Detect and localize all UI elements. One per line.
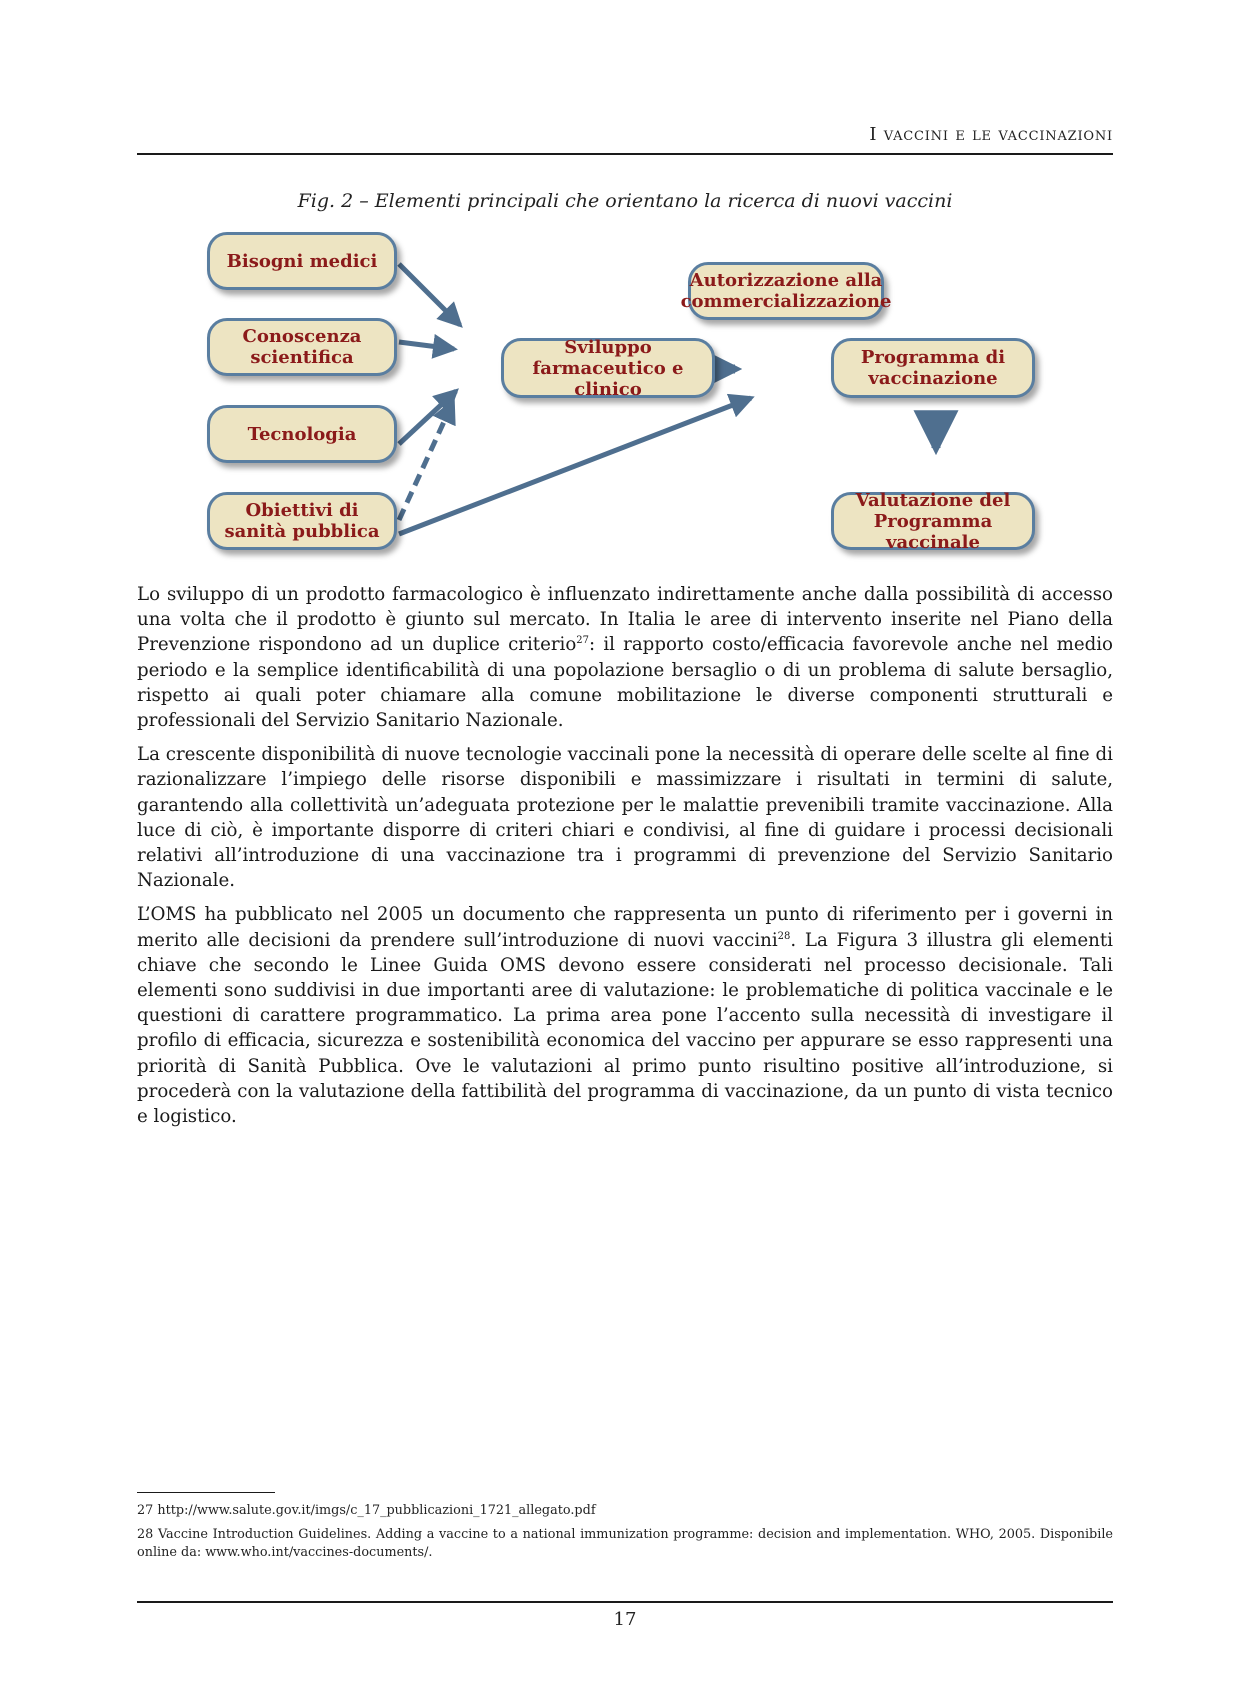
figure-caption: Fig. 2 – Elementi principali che orientano la ricerca di nuovi vaccini <box>297 190 953 212</box>
footnote-ref-28[interactable]: 28 <box>777 930 791 942</box>
box-programma-vaccinazione: Programma di vaccinazione <box>831 338 1035 398</box>
footnote-27: 27 http://www.salute.gov.it/imgs/c_17_pubblicazioni_1721_allegato.pdf <box>137 1503 596 1518</box>
box-sviluppo-farmaceutico: Sviluppo farmaceutico e clinico <box>501 338 715 398</box>
arrow-conoscenza-to-sviluppo <box>399 342 454 349</box>
footnotes <box>137 1502 1113 1568</box>
running-header: I vaccini e le vaccinazioni <box>869 124 1113 145</box>
footnote-rule <box>137 1492 275 1493</box>
header-rule <box>137 153 1113 155</box>
box-obiettivi-sanita: Obiettivi di sanità pubblica <box>207 492 397 550</box>
arrow-obiettivi-to-programma <box>399 398 751 534</box>
arrow-tecnologia-to-sviluppo <box>399 391 456 444</box>
arrow-bisogni-to-sviluppo <box>399 264 460 325</box>
box-tecnologia: Tecnologia <box>207 405 397 463</box>
box-autorizzazione: Autorizzazione alla commercializzazione <box>688 262 884 320</box>
page-number: 17 <box>613 1609 637 1630</box>
box-conoscenza-scientifica: Conoscenza scientifica <box>207 318 397 376</box>
box-valutazione-programma: Valutazione del Programma vaccinale <box>831 492 1035 550</box>
paragraph-3: L’OMS ha pubblicato nel 2005 un documento che rappresenta un punto di riferimento per i governi in merito alle decisioni da prendere sull’introduzione di nuovi vaccini$^{28}$. La Figura 3 illustra gli elementi chiave che secondo le Linee Guida OMS devono essere considerati nel processo decisionale. Tali elementi sono suddivisi in due importanti aree di valutazione: le problematiche di politica vaccinale e le questioni di carattere programmatico. La prima area pone l’accento sulla necessità di investigare il profilo di efficacia, sicurezza e sostenibilità economica del vaccino per appurare se esso rappresenti una priorità di Sanità Pubblica. Ove le valutazioni al primo punto risultino positive all’introduzione, si procederà con la valutazione della fattibilità del programma di vaccinazione, da un punto di vista tecnico e logistico. <box>137 904 1113 1128</box>
body-text <box>137 582 1113 1138</box>
footnote-28: 28 Vaccine Introduction Guidelines. Adding a vaccine to a national immunization programme: decision and implementation. WHO, 2005. Disponibile online da: www.who.int/vaccines-documents/. <box>137 1527 1113 1560</box>
paragraph-1: Lo sviluppo di un prodotto farmacologico è influenzato indirettamente anche dalla possibilità di accesso una volta che il prodotto è giunto sul mercato. In Italia le aree di intervento inserite nel Piano della Prevenzione rispondono ad un duplice criterio$^{27}$: il rapporto costo/efficacia favorevole anche nel medio periodo e la semplice identificabilità di una popolazione bersaglio o di un problema di salute bersaglio, rispetto ai quali poter chiamare alla comune mobilitazione le diverse componenti strutturali e professionali del Servizio Sanitario Nazionale. <box>137 584 1113 732</box>
paragraph-2: La crescente disponibilità di nuove tecnologie vaccinali pone la necessità di operare delle scelte al fine di razionalizzare l’impiego delle risorse disponibili e massimizzare i risultati in termini di salute, garantendo alla collettività un’adeguata protezione per le malattie prevenibili tramite vaccinazione. Alla luce di ciò, è importante disporre di criteri chiari e condivisi, al fine di guidare i processi decisionali relativi all’introduzione di una vaccinazione tra i programmi di prevenzione del Servizio Sanitario Nazionale. <box>137 744 1113 892</box>
flow-diagram <box>137 222 1113 562</box>
footnote-ref-27[interactable]: 27 <box>576 635 590 647</box>
footer-rule <box>137 1601 1113 1603</box>
box-bisogni-medici: Bisogni medici <box>207 232 397 290</box>
